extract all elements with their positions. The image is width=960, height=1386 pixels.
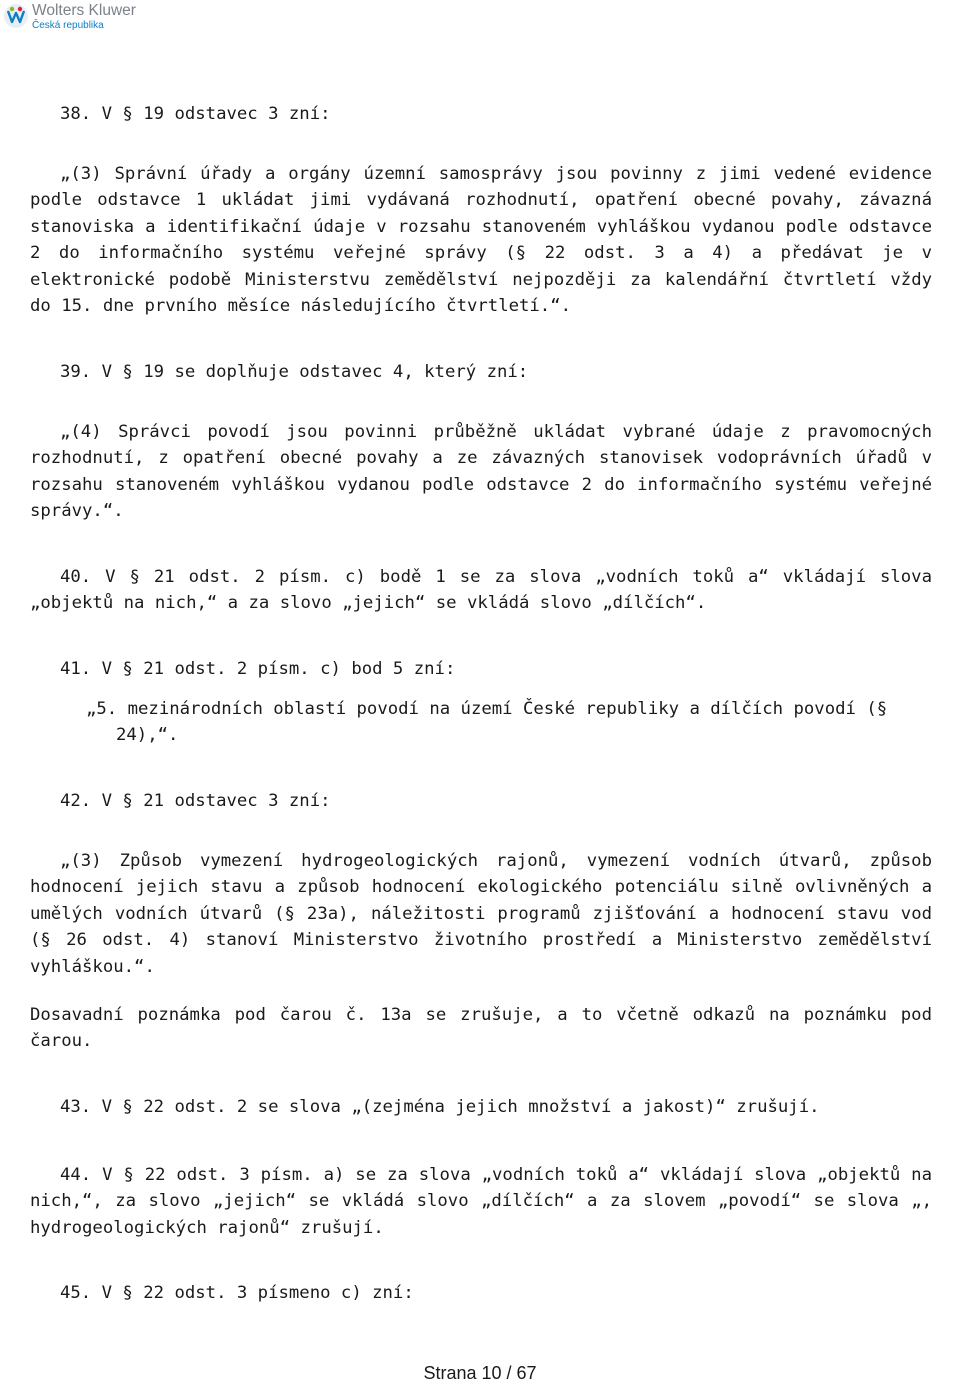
- item-38-heading: 38. V § 19 odstavec 3 zní:: [60, 104, 331, 124]
- logo-mark-icon: [3, 3, 29, 29]
- item-43-text: 43. V § 22 odst. 2 se slova „(zejména jejich množství a jakost)“ zrušují.: [60, 1097, 820, 1117]
- logo-subtitle: Česká republika: [32, 19, 104, 31]
- item-42-text: „(3) Způsob vymezení hydrogeologických rajonů, vymezení vodních útvarů, způsob hodnocení jejich stavu a způsob hodnocení ekologického potenciálu silně ovlivněných a umělých vodních útvarů (§ 23a), náležitosti programů zjišťování a hodnocení stavu vod (§ 26 odst. 4) stanoví Ministerstvo životního prostředí a Ministerstvo zemědělství vyhláškou.“.: [30, 851, 932, 977]
- wolters-kluwer-logo: [3, 3, 136, 31]
- item-38-text: „(3) Správní úřady a orgány územní samosprávy jsou povinny z jimi vedené evidence podle odstavce 1 ukládat jimi vydávaná rozhodnutí, opatření obecné povahy, závazná stanoviska a identifikační údaje v rozsahu stanoveném vyhláškou vydanou podle odstavce 2 do informačního systému veřejné správy (§ 22 odst. 3 a 4) a předávat je v elektronické podobě Ministerstvu zemědělství nejpozději za kalendářní čtvrtletí vždy do 15. dne prvního měsíce následujícího čtvrtletí.“.: [30, 164, 932, 317]
- item-39-text: „(4) Správci povodí jsou povinni průběžně ukládat vybrané údaje z pravomocných rozhodnutí, z opatření obecné povahy a ze závazných stanovisek vodoprávních úřadů v rozsahu stanoveném vyhláškou vydanou podle odstavce 2 do informačního systému veřejné správy.“.: [30, 422, 932, 522]
- item-40-text: 40. V § 21 odst. 2 písm. c) bodě 1 se za slova „vodních toků a“ vkládají slova „objektů na nich,“ a za slovo „jejich“ se vkládá slovo „dílčích“.: [30, 567, 932, 614]
- item-42-note: Dosavadní poznámka pod čarou č. 13a se zrušuje, a to včetně odkazů na poznámku pod čarou.: [30, 1005, 932, 1052]
- item-44-text: 44. V § 22 odst. 3 písm. a) se za slova „vodních toků a“ vkládají slova „objektů na nich,“, za slovo „jejich“ se vkládá slovo „dílčích“ a za slovem „povodí“ se slova „, hydrogeologických rajonů“ zrušují.: [30, 1165, 932, 1238]
- page-number: Strana 10 / 67: [423, 1363, 537, 1383]
- item-41-text: „5. mezinárodních oblastí povodí na území České republiky a dílčích povodí (§ 24),“.: [86, 699, 888, 746]
- item-45-heading: 45. V § 22 odst. 3 písmeno c) zní:: [60, 1283, 414, 1303]
- item-41-heading: 41. V § 21 odst. 2 písm. c) bod 5 zní:: [60, 659, 456, 679]
- logo-name: Wolters Kluwer: [32, 2, 136, 19]
- item-42-heading: 42. V § 21 odstavec 3 zní:: [60, 791, 331, 811]
- item-39-heading: 39. V § 19 se doplňuje odstavec 4, který zní:: [60, 362, 529, 382]
